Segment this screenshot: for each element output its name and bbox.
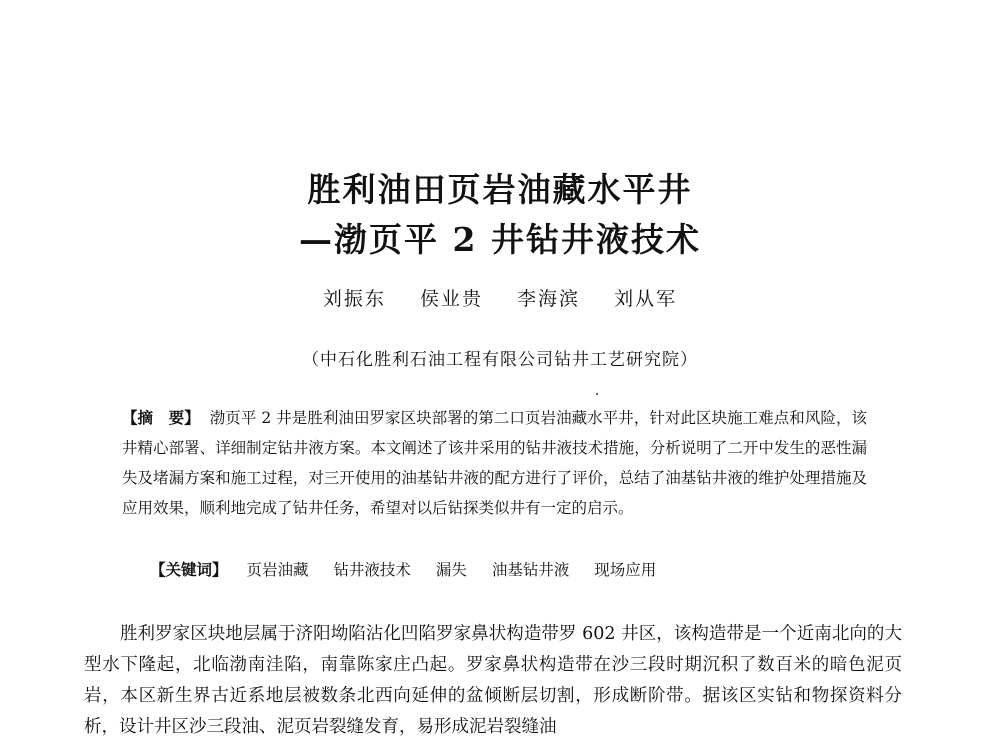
keyword: 钻井液技术 — [333, 561, 411, 579]
abstract-label: 【摘 要】 — [122, 408, 200, 427]
affiliation: （中石化胜利石油工程有限公司钻井工艺研究院） — [302, 350, 698, 370]
author-name: 李海滨 — [517, 288, 581, 310]
keyword: 油基钻井液 — [491, 561, 570, 579]
keywords-label: 【关键词】 — [150, 560, 228, 579]
abstract-block — [122, 403, 867, 523]
keywords-block — [150, 558, 870, 580]
keyword: 现场应用 — [594, 561, 657, 579]
keyword: 页岩油藏 — [246, 561, 309, 579]
title-line-2: —渤页平 2 井钻井液技术 — [299, 220, 701, 259]
author-list — [0, 284, 1000, 311]
title-line-1: 胜利油田页岩油藏水平井 — [307, 170, 693, 209]
keyword: 漏失 — [435, 561, 467, 579]
scan-speck — [596, 393, 598, 395]
author-name: 刘从军 — [614, 288, 678, 310]
author-name: 侯业贵 — [419, 288, 483, 310]
body-paragraph: 胜利罗家区块地层属于济阳坳陷沾化凹陷罗家鼻状构造带罗 602 井区，该构造带是一个近南北向的大型水下隆起，北临渤南洼陷，南靠陈家庄凸起。罗家鼻状构造带在沙三段时期沉积了数百米的暗色泥页岩，本区新生界古近系地层被数条北西向延伸的盆倾断层切割，形成断阶带。据该区实钻和物探资料分析，设计井区沙三段油、泥页岩裂缝发育，易形成泥岩裂缝油 — [84, 624, 902, 737]
author-name: 刘振东 — [322, 288, 386, 310]
abstract-text: 渤页平 2 井是胜利油田罗家区块部署的第二口页岩油藏水平井，针对此区块施工难点和风险，该井精心部署、详细制定钻井液方案。本文阐述了该井采用的钻井液技术措施，分析说明了二开中发生的恶性漏失及堵漏方案和施工过程，对三开使用的油基钻井液的配方进行了评价，总结了油基钻井液的维护处理措施及应用效果，顺利地完成了钻井任务，希望对以后钻探类似井有一定的启示。 — [122, 409, 867, 517]
